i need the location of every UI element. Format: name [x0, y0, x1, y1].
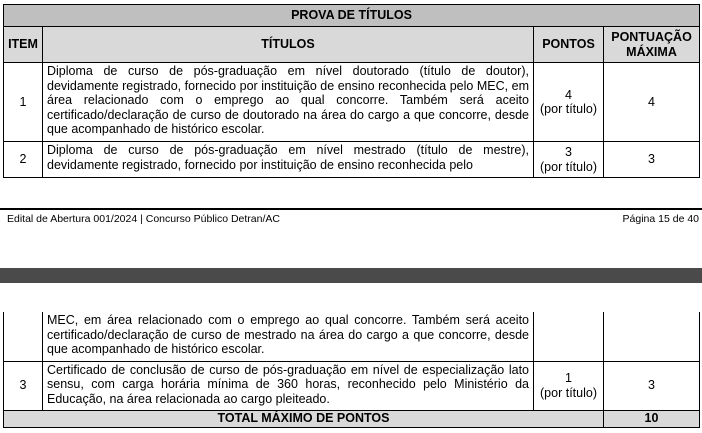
- total-value: 10: [604, 410, 700, 427]
- titles-table-page2: [3, 312, 700, 428]
- row2-maxima: 3: [604, 142, 700, 178]
- row1-maxima: 4: [604, 63, 700, 142]
- row3-pontos: [534, 361, 604, 410]
- table-row: [4, 361, 700, 410]
- total-label: TOTAL MÁXIMO DE PONTOS: [4, 410, 604, 427]
- row1-titulo: Diploma de curso de pós-graduação em nível doutorado (título de doutor), devidamente registrado, fornecido por instituição de ensino reconhecida pelo MEC, em área relacionado com o emprego ao qual concorre. Também será aceito certificado/declaração de curso de doutorado na área do cargo a que concorre, desde que acompanhado de histórico escolar.: [43, 63, 534, 142]
- table-row: [4, 142, 700, 178]
- row2-item: 2: [4, 142, 43, 178]
- row1-pontos-unit: (por título): [540, 102, 597, 116]
- table-title: PROVA DE TÍTULOS: [4, 5, 700, 27]
- row2-titulo-part1: Diploma de curso de pós-graduação em nível mestrado (título de mestre), devidamente registrado, fornecido por instituição de ensino reconhecida pelo: [43, 142, 534, 178]
- row2-titulo-part2: MEC, em área relacionado com o emprego ao qual concorre. Também será aceito certificado/declaração de curso de mestrado na área do cargo a que concorre, desde que acompanhado de histórico escolar.: [43, 312, 534, 361]
- row1-pontos-value: 4: [565, 87, 572, 102]
- row2-pontos-cont: [534, 312, 604, 361]
- table-row: [4, 312, 700, 361]
- header-pontuacao-maxima: [604, 27, 700, 63]
- row1-item: 1: [4, 63, 43, 142]
- total-row: [4, 410, 700, 427]
- table-row: [4, 63, 700, 142]
- row2-pontos: [534, 142, 604, 178]
- row3-pontos-value: 1: [565, 371, 572, 385]
- row3-titulo: Certificado de conclusão de curso de pós-graduação em nível de especialização lato sensu, com carga horária mínima de 360 horas, reconhecido pelo Ministério da Educação, na área relacionada ao cargo pleiteado.: [43, 361, 534, 410]
- row1-pontos: [534, 63, 604, 142]
- row3-item: 3: [4, 361, 43, 410]
- row2-maxima-cont: [604, 312, 700, 361]
- row3-pontos-unit: (por título): [540, 385, 597, 400]
- header-titulos: TÍTULOS: [43, 27, 534, 63]
- row3-maxima: 3: [604, 361, 700, 410]
- header-pontos: PONTOS: [534, 27, 604, 63]
- page-break: [0, 268, 702, 283]
- footer-page-number: Página 15 de 40: [622, 213, 699, 225]
- footer-edital: Edital de Abertura 001/2024 | Concurso Público Detran/AC: [7, 213, 280, 225]
- row2-pontos-value: 3: [565, 145, 572, 159]
- header-pontuacao-line2: MÁXIMA: [626, 44, 677, 59]
- row2-item-cont: [4, 312, 43, 361]
- header-item: ITEM: [4, 27, 43, 63]
- row2-pontos-unit: (por título): [540, 159, 597, 174]
- header-pontuacao-line1: PONTUAÇÃO: [611, 30, 692, 44]
- titles-table-page1: [3, 4, 700, 178]
- page-footer: [0, 208, 702, 228]
